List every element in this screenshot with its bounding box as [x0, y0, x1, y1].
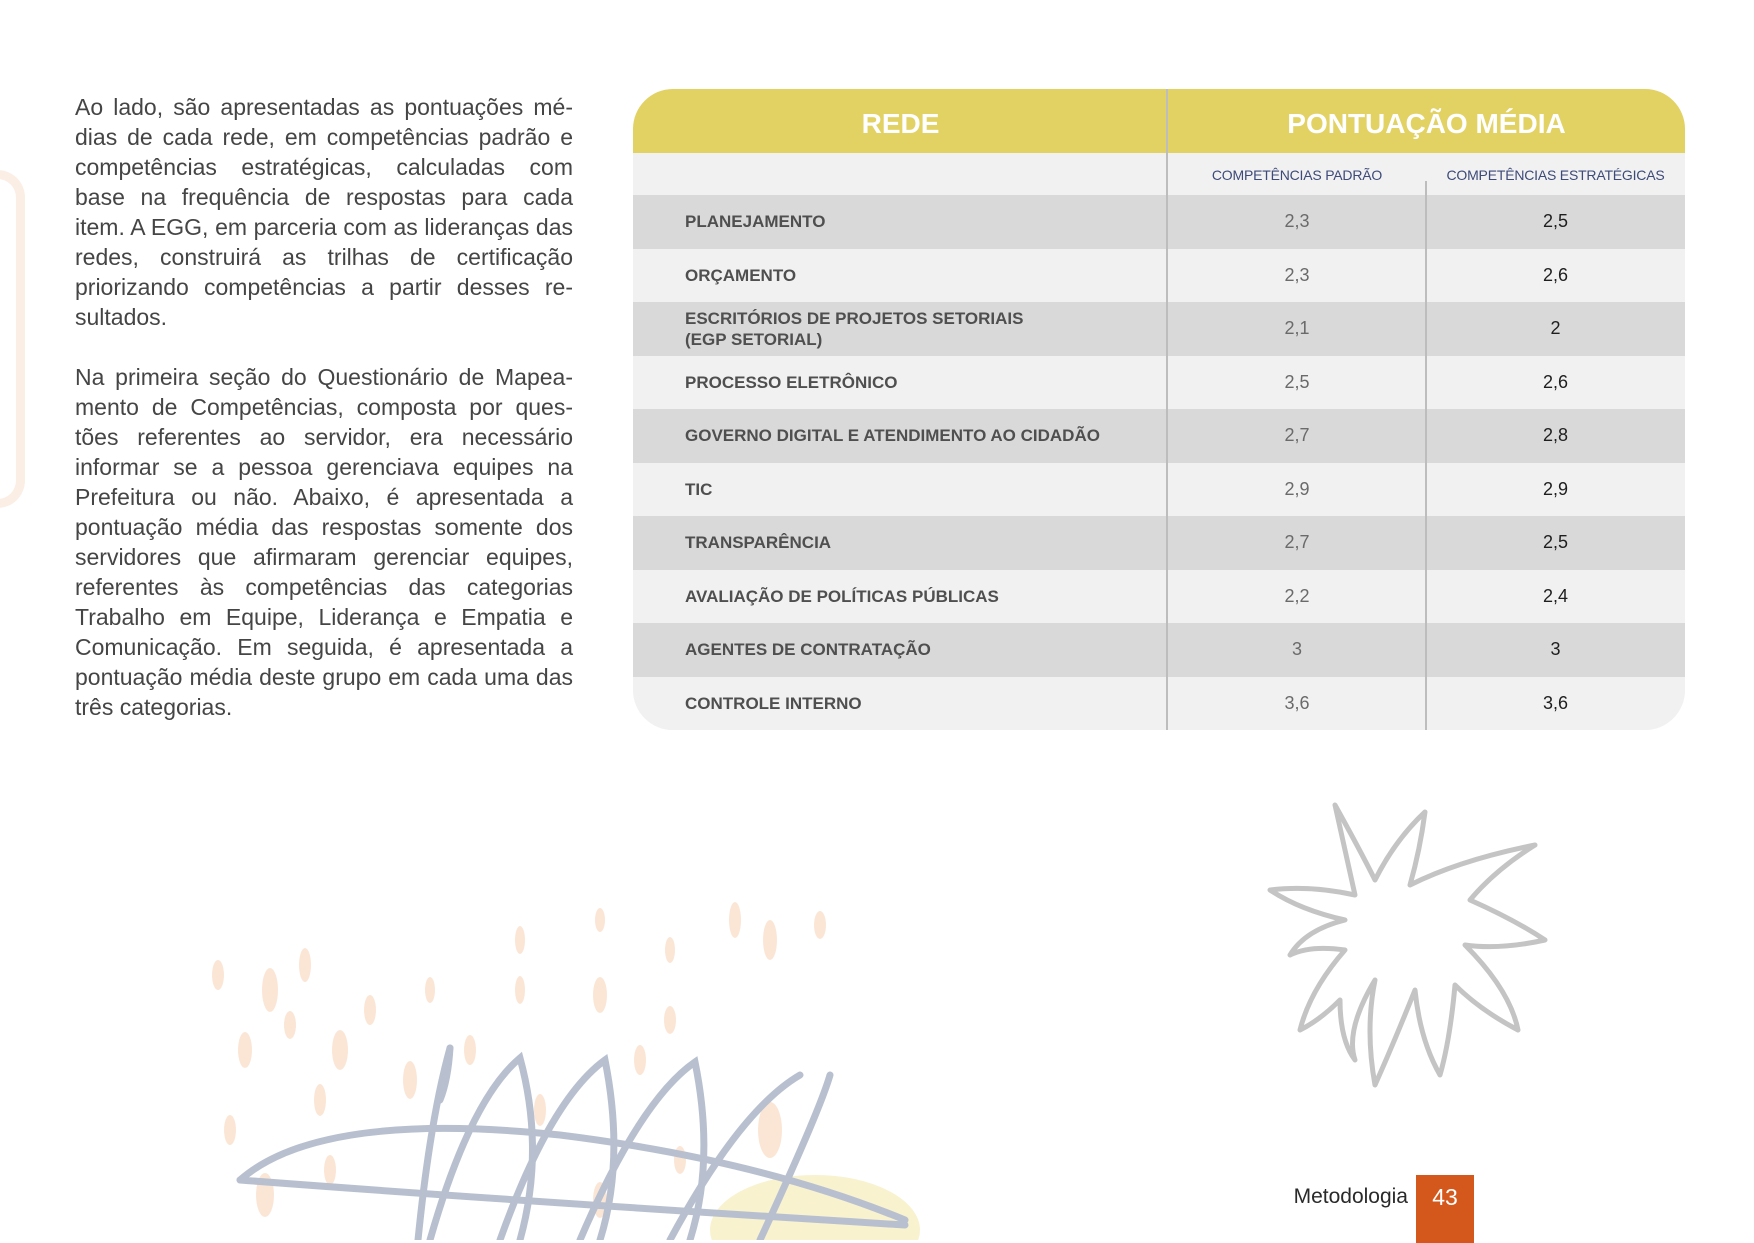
row-padrao-value: 2,5: [1284, 371, 1310, 392]
body-paragraph-1: Ao lado, são apresentadas as pontuações médias de cada rede, em competências padrão e competências estratégicas, calculadas com base na frequência de respostas para cada item. A EGG, em parceria com as lideranças das redes, construirá as trilhas de certificação priorizando competências a partir desses resultados.: [75, 94, 573, 330]
row-estrategicas-value: 2,6: [1542, 371, 1569, 392]
body-paragraph-2: Na primeira seção do Questionário de Mapeamento de Competências, composta por questões referentes ao servidor, era necessário informar se a pessoa gerenciava equipes na Prefeitura ou não. Abaixo, é apresentada a pontuação média das respostas somente dos servidores que afirmaram gerenciar equipes, referentes às competências das categorias Trabalho em Equipe, Liderança e Empatia e Comunicação. Em seguida, é apresentada a pontuação média deste grupo em cada uma das três categorias.: [75, 364, 573, 720]
row-name: TIC: [685, 479, 713, 499]
row-name: PLANEJAMENTO: [685, 212, 826, 232]
row-name: AVALIAÇÃO DE POLÍTICAS PÚBLICAS: [685, 586, 999, 606]
header-rede: REDE: [861, 108, 940, 139]
row-padrao-value: 2,9: [1284, 478, 1310, 499]
subheader-competencias-estrategicas: COMPETÊNCIAS ESTRATÉGICAS: [1446, 167, 1665, 183]
row-padrao-value: 2,1: [1284, 318, 1310, 338]
row-estrategicas-value: 2,6: [1542, 264, 1569, 285]
page-number-badge: 43: [1416, 1175, 1474, 1243]
row-name: AGENTES DE CONTRATAÇÃO: [685, 640, 931, 660]
row-padrao-value: 2,3: [1284, 211, 1310, 231]
row-padrao-value: 2,7: [1284, 425, 1310, 445]
row-estrategicas-value: 2,9: [1542, 478, 1569, 499]
row-padrao-value: 3,6: [1284, 692, 1310, 713]
row-padrao-value: 2,2: [1284, 585, 1310, 606]
row-name: ORÇAMENTO: [685, 265, 797, 285]
row-estrategicas-value: 2,5: [1542, 211, 1569, 231]
row-estrategicas-value: 2,4: [1542, 585, 1569, 606]
row-name: CONTROLE INTERNO: [685, 693, 862, 713]
row-estrategicas-value: 2: [1550, 318, 1561, 338]
row-estrategicas-value: 3,6: [1542, 692, 1569, 713]
row-estrategicas-value: 3: [1550, 639, 1561, 659]
row-name: PROCESSO ELETRÔNICO: [685, 372, 898, 392]
row-padrao-value: 2,3: [1284, 264, 1310, 285]
subheader-competencias-padrao: COMPETÊNCIAS PADRÃO: [1211, 167, 1383, 183]
star-flower-outline-decoration: [1270, 805, 1545, 1085]
footer-section-label: Metodologia: [1293, 1185, 1408, 1208]
row-padrao-value: 3: [1291, 639, 1302, 659]
header-pontuacao-media: PONTUAÇÃO MÉDIA: [1287, 108, 1566, 139]
row-padrao-value: 2,7: [1284, 532, 1310, 552]
row-estrategicas-value: 2,5: [1542, 532, 1569, 552]
row-estrategicas-value: 2,8: [1542, 425, 1569, 445]
row-name: TRANSPARÊNCIA: [685, 533, 832, 553]
row-name: GOVERNO DIGITAL E ATENDIMENTO AO CIDADÃO: [685, 426, 1100, 446]
row-name: ESCRITÓRIOS DE PROJETOS SETORIAIS (EGP SETORIAL): [685, 308, 1024, 349]
